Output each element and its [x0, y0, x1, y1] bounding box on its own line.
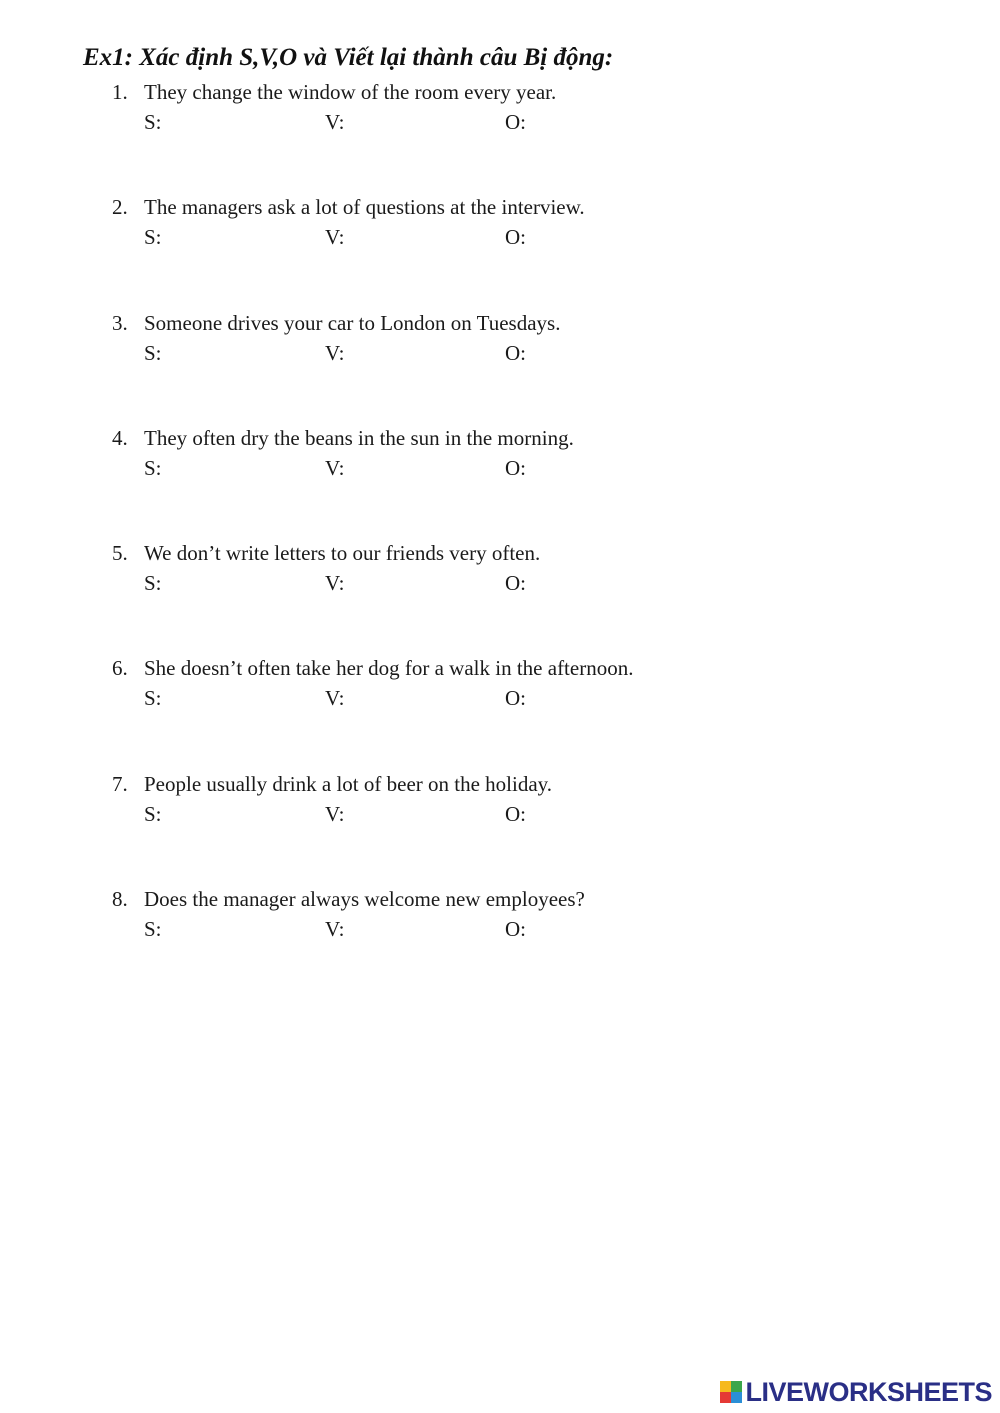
- item-sentence: People usually drink a lot of beer on the holiday.: [144, 771, 553, 796]
- item-number: 6.: [112, 656, 128, 681]
- exercise-item: [0, 653, 1000, 768]
- liveworksheets-brand: [720, 1377, 992, 1407]
- item-sentence: Someone drives your car to London on Tuesdays.: [144, 310, 561, 335]
- item-sentence: They often dry the beans in the sun in the morning.: [144, 425, 574, 450]
- exercise-item: [0, 884, 1000, 999]
- item-number: 1.: [112, 80, 128, 104]
- exercise-item: [0, 192, 1000, 307]
- subject-label: S:: [144, 455, 162, 480]
- exercise-item: [0, 77, 1000, 192]
- subject-label: S:: [144, 110, 162, 134]
- subject-label: S:: [144, 801, 162, 826]
- object-label: O:: [505, 571, 526, 596]
- item-sentence: The managers ask a lot of questions at the interview.: [144, 195, 585, 220]
- exercise-item: [0, 538, 1000, 653]
- item-sentence: They change the window of the room every year.: [144, 80, 557, 104]
- item-sentence: Does the manager always welcome new employees?: [144, 887, 585, 912]
- verb-label: V:: [325, 455, 345, 480]
- verb-label: V:: [325, 801, 345, 826]
- brand-wordmark: LIVEWORKSHEETS: [745, 1377, 992, 1407]
- item-sentence: We don’t write letters to our friends very often.: [144, 541, 541, 566]
- item-number: 2.: [112, 195, 128, 220]
- verb-label: V:: [325, 225, 345, 250]
- item-number: 8.: [112, 887, 128, 912]
- item-number: 5.: [112, 541, 128, 566]
- exercise-item: [0, 308, 1000, 423]
- object-label: O:: [505, 225, 526, 250]
- item-number: 3.: [112, 310, 128, 335]
- verb-label: V:: [325, 110, 345, 134]
- subject-label: S:: [144, 571, 162, 596]
- object-label: O:: [505, 340, 526, 365]
- verb-label: V:: [325, 686, 345, 711]
- subject-label: S:: [144, 917, 162, 942]
- subject-label: S:: [144, 340, 162, 365]
- object-label: O:: [505, 686, 526, 711]
- verb-label: V:: [325, 917, 345, 942]
- worksheet-title: Ex1: Xác định S,V,O và Viết lại thành câu Bị động:: [83, 44, 614, 71]
- liveworksheets-logo-icon: [720, 1381, 742, 1403]
- verb-label: V:: [325, 340, 345, 365]
- item-number: 4.: [112, 425, 128, 450]
- subject-label: S:: [144, 225, 162, 250]
- exercise-item: [0, 423, 1000, 538]
- verb-label: V:: [325, 571, 345, 596]
- object-label: O:: [505, 455, 526, 480]
- exercise-item: [0, 769, 1000, 884]
- object-label: O:: [505, 801, 526, 826]
- exercise-list: [0, 77, 1000, 999]
- object-label: O:: [505, 917, 526, 942]
- object-label: O:: [505, 110, 526, 134]
- item-sentence: She doesn’t often take her dog for a walk in the afternoon.: [144, 656, 634, 681]
- item-number: 7.: [112, 771, 128, 796]
- subject-label: S:: [144, 686, 162, 711]
